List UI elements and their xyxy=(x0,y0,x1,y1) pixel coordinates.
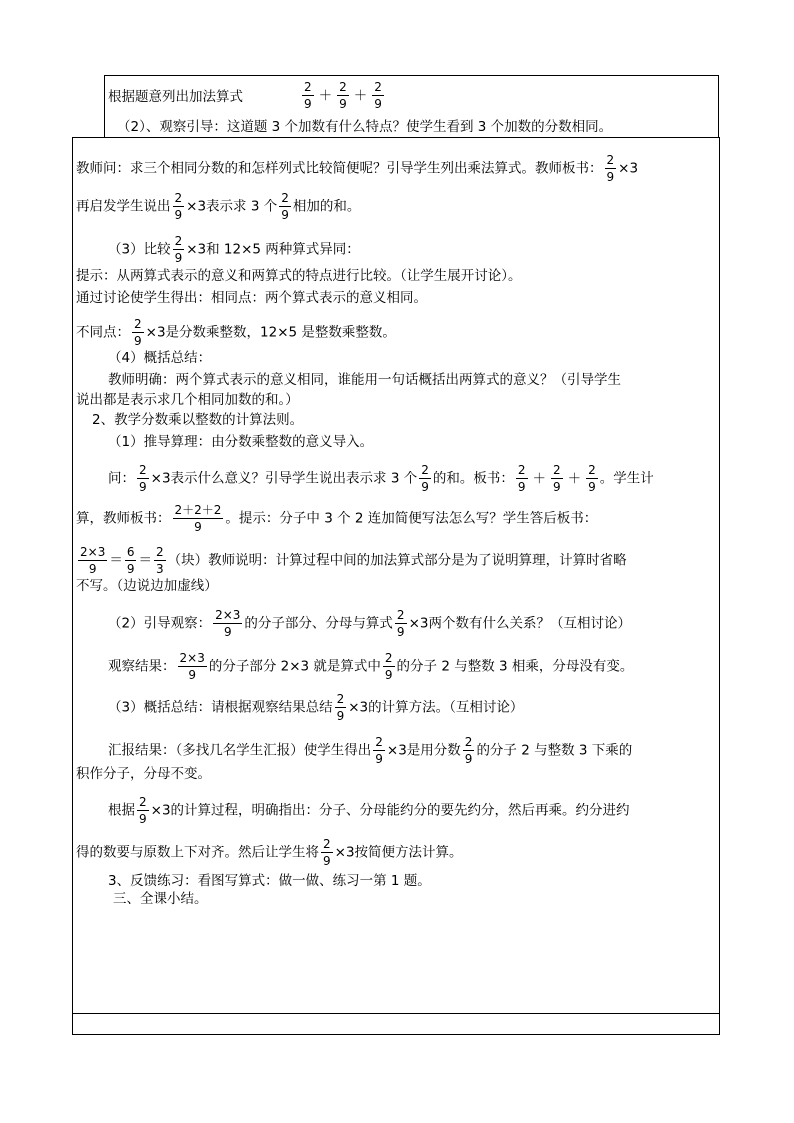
fraction: $\frac{2}{9}$ xyxy=(421,463,429,494)
fraction: $\frac{2\times 3}{9}$ xyxy=(80,545,106,576)
paragraph-line: 问： $\frac{2}{9}$ ×3表示什么意义？引导学生说出表示求 3 个 $\frac{2}{9}$ 的和。板书： $\frac{2}{9}$ ＋ $\frac{2}{9}$ ＋ $\frac{2}{9}$ 。学生计 xyxy=(108,463,654,494)
paragraph-line: 2、教学分数乘以整数的计算法则。 xyxy=(92,412,304,428)
paragraph-line: 根据 $\frac{2}{9}$ ×3的计算过程，明确指出：分子、分母能约分的要先约分，然后再乘。约分进约 xyxy=(108,795,630,826)
addition-label: 根据题意列出加法算式 xyxy=(108,89,243,105)
fraction: $\frac{2}{9}$ xyxy=(396,608,405,639)
paragraph-line: 积作分子，分母不变。 xyxy=(76,766,211,782)
paragraph-line: 汇报结果：（多找几名学生汇报）使学生得出 $\frac{2}{9}$ ×3是用分数 $\frac{2}{9}$ 的分子 2 与整数 3 下乘的 xyxy=(108,735,633,766)
paragraph-line: （3）比较 $\frac{2}{9}$ ×3和 12×5 两种算式异同： xyxy=(108,234,360,265)
fraction: $\frac{2}{9}$ xyxy=(464,735,473,766)
fraction: $\frac{2}{9}$ xyxy=(517,463,526,494)
fraction: $\frac{6}{9}$ xyxy=(126,545,135,576)
fraction: $\frac{2}{9}$ xyxy=(374,80,382,111)
fraction: $\frac{2}{9}$ xyxy=(323,837,331,868)
paragraph-line: 得的数要与原数上下对齐。然后让学生将 $\frac{2}{9}$ ×3按简便方法计算。 xyxy=(76,837,463,868)
fraction: $\frac{2\times 3}{9}$ xyxy=(179,651,205,682)
paragraph-line: 不同点： $\frac{2}{9}$ ×3是分数乘整数，12×5 是整数乘整数。 xyxy=(76,317,396,348)
paragraph-line: （4）概括总结： xyxy=(108,350,212,366)
fraction: $\frac{2}{9}$ xyxy=(281,191,289,222)
paragraph-line: 通过讨论使学生得出：相同点：两个算式表示的意义相同。 xyxy=(76,290,427,306)
observe-guide: （2）、观察引导：这道题 3 个加数有什么特点？使学生看到 3 个加数的分数相同。 xyxy=(117,119,613,135)
footer-table-row xyxy=(72,1014,720,1035)
fraction: $\frac{2}{9}$ xyxy=(134,317,142,348)
paragraph-line: 不写。（边说边加虚线） xyxy=(76,578,218,594)
fraction: $\frac{2\times 3}{9}$ xyxy=(215,608,241,639)
fraction: $\frac{2+2+2}{9}$ xyxy=(174,503,222,534)
paragraph-line: 教师明确：两个算式表示的意义相同，谁能用一句话概括出两算式的意义？（引导学生 xyxy=(108,372,621,388)
paragraph-line: （3）概括总结：请根据观察结果总结 $\frac{2}{9}$ ×3的计算方法。（互相讨论） xyxy=(108,692,524,723)
paragraph-line: 再启发学生说出 $\frac{2}{9}$ ×3表示求 3 个 $\frac{2}{9}$ 相加的和。 xyxy=(76,191,361,222)
paragraph-line: 观察结果： $\frac{2\times 3}{9}$ 的分子部分 2×3 就是算式中 $\frac{2}{9}$ 的分子 2 与整数 3 相乘，分母没有变。 xyxy=(108,651,634,682)
fraction: $\frac{2}{9}$ xyxy=(304,80,312,111)
fraction: $\frac{2}{9}$ xyxy=(336,692,345,723)
fraction: $\frac{2}{9}$ xyxy=(339,80,347,111)
fraction: $\frac{2}{9}$ xyxy=(384,651,393,682)
fraction: $\frac{2}{9}$ xyxy=(174,234,183,265)
paragraph-line: 提示：从两算式表示的意义和两算式的特点进行比较。（让学生展开讨论）。 xyxy=(76,268,522,284)
paragraph-line: 说出都是表示求几个相同加数的和。） xyxy=(76,392,299,408)
fraction: $\frac{2}{9}$ xyxy=(606,153,615,184)
fraction: $\frac{2}{9}$ xyxy=(174,191,183,222)
paragraph-line: （2）引导观察： $\frac{2\times 3}{9}$ 的分子部分、分母与算式 $\frac{2}{9}$ ×3两个数有什么关系？（互相讨论） xyxy=(108,608,631,639)
paragraph-line: $\frac{2\times 3}{9}$ ＝ $\frac{6}{9}$ ＝ $\frac{2}{3}$ （块）教师说明：计算过程中间的加法算式部分是为了说明算理，计算时省略 xyxy=(80,545,627,576)
paragraph-line: 3、反馈练习：看图写算式：做一做、练习一第 1 题。 xyxy=(108,873,431,889)
fraction: $\frac{2}{3}$ xyxy=(155,545,164,576)
fraction: $\frac{2}{9}$ xyxy=(139,795,147,826)
paragraph-line: （1）推导算理：由分数乘整数的意义导入。 xyxy=(108,434,374,450)
fraction: $\frac{2}{9}$ xyxy=(553,463,561,494)
paragraph-line: 算，教师板书： $\frac{2+2+2}{9}$ 。提示：分子中 3 个 2 连加简便写法怎么写？学生答后板书： xyxy=(76,503,598,534)
fraction: $\frac{2}{9}$ xyxy=(588,463,596,494)
addition-label-line xyxy=(108,88,243,106)
fraction: $\frac{2}{9}$ xyxy=(139,463,147,494)
fraction: $\frac{2}{9}$ xyxy=(375,735,383,766)
addition-formula: $\frac{2}{9}$ ＋ $\frac{2}{9}$ ＋ $\frac{2}{9}$ xyxy=(304,80,382,111)
paragraph-line: 三、全课小结。 xyxy=(113,891,208,907)
paragraph-line: 教师问：求三个相同分数的和怎样列式比较简便呢？引导学生列出乘法算式。教师板书： $\frac{2}{9}$ ×3 xyxy=(76,153,639,184)
